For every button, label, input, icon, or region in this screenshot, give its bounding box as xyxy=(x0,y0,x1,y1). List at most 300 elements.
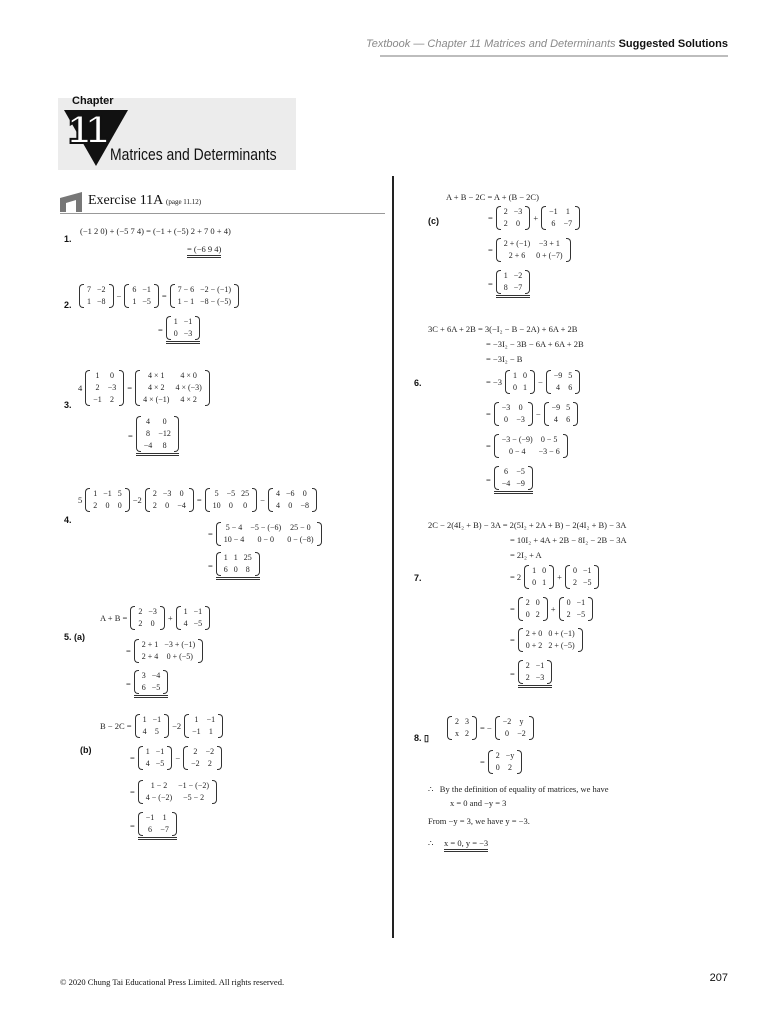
matrix-cell: −4 xyxy=(177,501,186,510)
matrix-cell: −3 + (−1) xyxy=(164,640,196,649)
matrix-cell: 4 × (−3) xyxy=(175,383,202,392)
matrix-cell: 4 xyxy=(145,759,150,768)
matrix-cell: 1 − 2 xyxy=(150,781,168,790)
matrix xyxy=(85,370,124,406)
matrix xyxy=(496,238,571,262)
problem-number: 4. xyxy=(64,515,72,525)
matrix-cell: 2 + 6 xyxy=(508,251,526,260)
matrix-cell: 6 xyxy=(141,683,146,692)
matrix-cell: 0 xyxy=(302,489,307,498)
header-chapter: Chapter 11 xyxy=(427,38,482,50)
matrix xyxy=(216,552,260,580)
matrix-cell: 6 xyxy=(132,285,137,294)
matrix-cell: 1 xyxy=(542,578,547,587)
bracket-right xyxy=(312,488,317,512)
matrix xyxy=(559,597,594,621)
matrix-cell: 1 xyxy=(183,607,188,616)
exercise-icon xyxy=(60,192,82,212)
matrix-cell: −3 xyxy=(513,207,523,216)
matrix-cell: 8 xyxy=(503,283,508,292)
matrix-cell: 0 xyxy=(516,219,521,228)
matrix-cell: 0 xyxy=(495,763,500,772)
bracket-right xyxy=(528,402,533,426)
p5c-line2: = 2 + (−1) −3 + 1 2 + 6 0 + (−7) xyxy=(488,238,572,262)
matrix xyxy=(166,316,201,344)
bracket-right xyxy=(125,488,130,512)
matrix xyxy=(518,660,553,688)
matrix-cell: 0 xyxy=(525,610,530,619)
bracket-right xyxy=(575,206,580,230)
matrix-cell: 4 xyxy=(183,619,188,628)
matrix-cell: 1 − 1 xyxy=(177,297,195,306)
bracket-right xyxy=(174,416,179,452)
matrix-cell: 1 xyxy=(503,271,508,280)
matrix xyxy=(134,670,169,698)
matrix-cell: 10 xyxy=(212,501,221,510)
matrix xyxy=(494,466,533,494)
matrix-cell: 0 xyxy=(117,501,122,510)
p2-result: = 1 −1 0 −3 xyxy=(158,316,201,344)
matrix-cell: 0 xyxy=(165,501,170,510)
p5b-result: = −1 1 6 −7 xyxy=(130,812,178,840)
matrix-cell: 0 xyxy=(532,578,537,587)
bracket-right xyxy=(563,434,568,458)
bracket-right xyxy=(255,552,260,576)
p5a-line1: A + B = 2 −3 2 0 + 1 −1 4 −5 xyxy=(100,606,211,630)
matrix-cell: −3 xyxy=(148,607,157,616)
matrix xyxy=(124,284,159,308)
matrix-cell: −3 xyxy=(535,673,545,682)
matrix-cell: 1 xyxy=(145,747,150,756)
matrix-cell: 5 xyxy=(566,403,571,412)
matrix-cell: 6 xyxy=(566,415,571,424)
matrix-cell: x xyxy=(455,729,459,738)
matrix-cell: 4 × (−1) xyxy=(143,395,170,404)
p6-line1: 3C + 6A + 2B = 3(−I₂ − B − 2A) + 6A + 2B xyxy=(428,324,578,334)
matrix-cell: 0 xyxy=(522,371,527,380)
matrix-cell: −1 xyxy=(582,566,592,575)
matrix-cell: −2 xyxy=(517,729,526,738)
matrix xyxy=(135,714,170,738)
matrix-cell: 0 + (−5) xyxy=(166,652,193,661)
matrix xyxy=(183,746,222,770)
matrix-cell: 2 xyxy=(95,383,100,392)
matrix-cell: 6 xyxy=(223,565,228,574)
matrix-cell: −3 xyxy=(162,489,172,498)
matrix-cell: 2 xyxy=(508,763,513,772)
matrix-cell: 0 − 5 xyxy=(540,435,558,444)
bracket-right xyxy=(578,628,583,652)
bracket-right xyxy=(154,284,159,308)
matrix-cell: −7 xyxy=(160,825,169,834)
problem-number: 3. xyxy=(64,400,72,410)
matrix xyxy=(496,270,531,298)
p8-text2: From −y = 3, we have y = −3. xyxy=(428,816,530,826)
matrix xyxy=(176,606,211,630)
matrix-cell: 1 xyxy=(565,207,570,216)
bracket-right xyxy=(205,606,210,630)
problem-number: 1. xyxy=(64,234,72,244)
matrix-cell: 2 xyxy=(93,501,98,510)
header-dash: — xyxy=(413,38,425,50)
matrix-cell: −8 xyxy=(300,501,309,510)
bracket-right xyxy=(566,238,571,262)
matrix-cell: 8 xyxy=(146,429,151,438)
matrix-cell: 4 xyxy=(275,489,280,498)
p5b-line3: = 1 − 2 −1 − (−2) 4 − (−2) −5 − 2 xyxy=(130,780,218,804)
matrix-cell: 8 xyxy=(162,441,167,450)
matrix-cell: −3 xyxy=(107,383,117,392)
matrix-cell: 1 xyxy=(173,317,178,326)
matrix-cell: 6 xyxy=(551,219,556,228)
matrix-cell: 2 + 4 xyxy=(141,652,159,661)
matrix-cell: 4 × 1 xyxy=(148,371,165,380)
header-textbook: Textbook xyxy=(366,38,411,50)
matrix-cell: 5 xyxy=(154,727,159,736)
matrix xyxy=(138,746,173,770)
p7-line5: = 2 0 0 2 + 0 −1 2 −5 xyxy=(510,597,594,621)
bracket-right xyxy=(198,639,203,663)
matrix xyxy=(518,628,583,652)
matrix-cell: 4 xyxy=(142,727,147,736)
p5b-line2: = 1 −1 4 −5 − 2 −2 −2 2 xyxy=(130,746,223,770)
matrix-cell: 7 − 6 xyxy=(177,285,195,294)
matrix-cell: −9 xyxy=(551,403,561,412)
matrix xyxy=(184,714,223,738)
bracket-right xyxy=(525,270,530,294)
matrix-cell: −1 xyxy=(155,747,165,756)
matrix-cell: −4 xyxy=(143,441,153,450)
matrix-cell: −1 xyxy=(549,207,558,216)
chapter-label: Chapter xyxy=(72,95,114,107)
matrix-cell: −3 − (−9) xyxy=(501,435,533,444)
matrix-cell: 1 xyxy=(132,297,137,306)
bracket-right xyxy=(119,370,124,406)
matrix-cell: −1 xyxy=(152,715,162,724)
matrix-cell: 1 xyxy=(95,371,100,380)
bracket-right xyxy=(594,565,599,589)
matrix-cell: −2 xyxy=(513,271,523,280)
bracket-right xyxy=(588,597,593,621)
matrix-cell: −9 xyxy=(516,479,525,488)
matrix xyxy=(268,488,317,512)
bracket-right xyxy=(547,660,552,684)
matrix xyxy=(518,597,548,621)
bracket-right xyxy=(172,812,177,836)
matrix-cell: 0 xyxy=(288,501,293,510)
matrix-cell: −2 xyxy=(502,717,512,726)
matrix xyxy=(494,434,568,458)
matrix-cell: −5 xyxy=(582,578,592,587)
matrix-cell: −5 xyxy=(151,683,161,692)
p6-line5: = −3 0 0 −3 − −9 5 4 6 xyxy=(486,402,579,426)
matrix-cell: −9 xyxy=(553,371,563,380)
matrix-cell: 1 xyxy=(522,383,527,392)
matrix-cell: −3 − 6 xyxy=(538,447,560,456)
p6-line3: = −3I₂ − B xyxy=(486,354,523,364)
bracket-right xyxy=(218,714,223,738)
matrix-cell: 4 xyxy=(556,383,561,392)
matrix-cell: −5 − (−6) xyxy=(250,523,282,532)
matrix-cell: −3 xyxy=(516,415,525,424)
matrix-cell: 1 xyxy=(142,715,147,724)
bracket-right xyxy=(205,370,210,406)
problem-number: 2. xyxy=(64,300,72,310)
matrix-cell: −4 xyxy=(501,479,511,488)
exercise-title: Exercise 11A (page 11.12) xyxy=(88,193,202,208)
matrix-cell: −2 xyxy=(97,285,106,294)
p4-line2: = 5 − 4 −5 − (−6) 25 − 0 10 − 4 0 − 0 0 − (−8) xyxy=(208,522,323,546)
matrix-cell: 2 xyxy=(525,598,530,607)
p1-result: = (−6 9 4) xyxy=(187,244,221,254)
matrix-cell: 1 xyxy=(208,727,213,736)
exercise-page-ref: (page 11.12) xyxy=(166,198,202,206)
matrix-cell: 0 xyxy=(535,598,540,607)
matrix-cell: 1 xyxy=(512,371,517,380)
matrix xyxy=(136,416,179,456)
matrix-cell: 4 × 0 xyxy=(180,371,197,380)
matrix-cell: −1 xyxy=(93,395,102,404)
matrix-cell: 1 xyxy=(87,297,91,306)
p6-line6: = −3 − (−9) 0 − 5 0 − 4 −3 − 6 xyxy=(486,434,569,458)
matrix xyxy=(79,284,114,308)
matrix-cell: 0 xyxy=(228,501,233,510)
problem-part: (c) xyxy=(428,216,439,226)
matrix-cell: 2 xyxy=(566,610,571,619)
bracket-right xyxy=(530,370,535,394)
bracket-right xyxy=(472,716,477,740)
matrix-cell: 0 xyxy=(512,383,517,392)
matrix-cell: −8 xyxy=(97,297,106,306)
header-topic: Matrices and Determinants xyxy=(484,38,616,50)
copyright: © 2020 Chung Tai Educational Press Limited. All rights reserved. xyxy=(60,977,285,987)
matrix-cell: 2 xyxy=(138,607,143,616)
matrix-cell: 7 xyxy=(87,285,91,294)
matrix-cell: 4 × 2 xyxy=(180,395,197,404)
matrix-cell: 2 xyxy=(110,395,115,404)
bracket-right xyxy=(517,750,522,774)
matrix xyxy=(170,284,239,308)
matrix-cell: −2 xyxy=(191,759,200,768)
p1-line1: (−1 2 0) + (−5 7 4) = (−1 + (−5) 2 + 7 0 + 4) xyxy=(80,226,231,236)
p2-line1: 7 −2 1 −8 − 6 −1 1 −5 = 7 − 6 −2 − (−1) 1 − 1 −8 − (−5) xyxy=(78,284,240,308)
p5a-line2: = 2 + 1 −3 + (−1) 2 + 4 0 + (−5) xyxy=(126,639,204,663)
matrix-cell: −7 xyxy=(563,219,573,228)
bracket-right xyxy=(212,780,217,804)
p8-line1: 2 3 x 2 = − −2 y 0 −2 xyxy=(446,716,535,740)
bracket-right xyxy=(234,284,239,308)
matrix-cell: −7 xyxy=(513,283,523,292)
matrix-cell: 0 xyxy=(243,501,248,510)
matrix xyxy=(205,488,258,512)
p5c-result: = 1 −2 8 −7 xyxy=(488,270,531,298)
matrix-cell: 1 xyxy=(93,489,98,498)
chapter-number: 11 xyxy=(68,108,107,152)
matrix xyxy=(85,488,130,512)
bracket-right xyxy=(549,565,554,589)
matrix-cell: 2 + 1 xyxy=(141,640,159,649)
matrix xyxy=(546,370,581,394)
matrix-cell: 0 + 2 xyxy=(525,641,543,650)
matrix-cell: 2 + (−1) xyxy=(503,239,531,248)
matrix xyxy=(541,206,580,230)
matrix xyxy=(138,780,217,804)
p7-line1: 2C − 2(4I₂ + B) − 3A = 2(5I₂ + 2A + B) − 2(4I₂ + B) − 3A xyxy=(428,520,627,530)
bracket-right xyxy=(317,522,322,546)
matrix-cell: −4 xyxy=(151,671,161,680)
matrix-cell: 0 xyxy=(572,566,577,575)
matrix-cell: 0 xyxy=(566,598,571,607)
header-solutions: Suggested Solutions xyxy=(618,38,728,50)
matrix xyxy=(496,206,531,230)
p4-line1: 5 1 −1 5 2 0 0 −2 2 −3 0 2 0 −4 = 5 −5 25 10 0 0 − 4 −6 0 4 0 −8 xyxy=(78,488,318,512)
bracket-right xyxy=(217,746,222,770)
matrix-cell: 4 − (−2) xyxy=(145,793,173,802)
matrix-cell: 2 xyxy=(495,751,500,760)
matrix-cell: −5 − 2 xyxy=(183,793,205,802)
matrix-cell: 4 × 2 xyxy=(148,383,165,392)
matrix xyxy=(216,522,322,546)
p7-line6: = 2 + 0 0 + (−1) 0 + 2 2 + (−5) xyxy=(510,628,584,652)
problem-number: 5. (a) xyxy=(64,632,86,642)
matrix-cell: −5 xyxy=(155,759,165,768)
matrix-cell: 6 xyxy=(568,383,573,392)
matrix xyxy=(447,716,477,740)
page-number: 207 xyxy=(709,972,728,984)
matrix-cell: 5 − 4 xyxy=(225,523,243,532)
p3-line1: 4 1 0 2 −3 −1 2 = 4 × 1 4 × 0 4 × 2 4 × (−3) 4 × (−1) 4 × 2 xyxy=(78,370,211,406)
matrix-cell: 25 − 0 xyxy=(290,523,311,532)
matrix-cell: 0 + (−7) xyxy=(536,251,563,260)
matrix-cell: 2 xyxy=(207,759,212,768)
bracket-right xyxy=(189,488,194,512)
p5b-line1: B − 2C = 1 −1 4 5 −2 1 −1 −1 1 xyxy=(100,714,224,738)
bracket-right xyxy=(163,670,168,694)
matrix-cell: 4 xyxy=(146,417,151,426)
matrix-cell: 0 − 4 xyxy=(508,447,526,456)
matrix-cell: −1 xyxy=(145,813,155,822)
matrix-cell: 0 xyxy=(162,417,167,426)
matrix-cell: −5 xyxy=(576,610,586,619)
matrix-cell: −1 xyxy=(192,727,201,736)
bracket-right xyxy=(528,466,533,490)
matrix-cell: 5 xyxy=(117,489,122,498)
matrix-cell: 25 xyxy=(241,489,250,498)
matrix xyxy=(544,402,579,426)
exercise-rule xyxy=(60,213,385,214)
matrix-cell: 0 xyxy=(173,329,178,338)
bracket-right xyxy=(167,746,172,770)
bracket-right xyxy=(575,370,580,394)
matrix-cell: 3 xyxy=(141,671,146,680)
matrix-cell: 0 xyxy=(504,729,509,738)
matrix-cell: −3 xyxy=(183,329,193,338)
problem-number: 7. xyxy=(414,573,422,583)
matrix-cell: 8 xyxy=(245,565,250,574)
matrix xyxy=(134,639,203,663)
matrix-cell: 1 xyxy=(233,553,238,562)
matrix-cell: 0 xyxy=(518,403,523,412)
matrix-cell: −12 xyxy=(158,429,171,438)
matrix-cell: 0 xyxy=(542,566,547,575)
matrix-cell: −1 xyxy=(206,715,216,724)
matrix-cell: −5 xyxy=(226,489,236,498)
matrix-cell: 2 xyxy=(525,673,530,682)
matrix-cell: 6 xyxy=(504,467,509,476)
matrix-cell: −8 − (−5) xyxy=(200,297,232,306)
p6-result: = 6 −5 −4 −9 xyxy=(486,466,534,494)
p5a-result: = 3 −4 6 −5 xyxy=(126,670,169,698)
bracket-right xyxy=(252,488,257,512)
matrix-cell: −3 xyxy=(501,403,511,412)
problem-number: 8. ▯ xyxy=(414,733,429,743)
matrix-cell: 4 xyxy=(553,415,558,424)
matrix-cell: 0 − (−8) xyxy=(287,535,314,544)
matrix-cell: 1 xyxy=(223,553,228,562)
matrix xyxy=(145,488,194,512)
matrix-cell: 3 xyxy=(465,717,469,726)
matrix-cell: 0 xyxy=(110,371,115,380)
matrix-cell: 6 xyxy=(148,825,153,834)
matrix-cell: 1 xyxy=(194,715,199,724)
matrix-cell: 2 + 0 xyxy=(525,629,543,638)
matrix-cell: 1 xyxy=(532,566,537,575)
matrix-cell: 5 xyxy=(214,489,219,498)
matrix-cell: 25 xyxy=(243,553,252,562)
p6-line2: = −3I₂ − 3B − 6A + 6A + 2B xyxy=(486,339,584,349)
matrix-cell: −5 xyxy=(142,297,151,306)
bracket-right xyxy=(543,597,548,621)
matrix-cell: −1 − (−2) xyxy=(178,781,210,790)
matrix-cell: −5 xyxy=(193,619,203,628)
matrix-cell: 0 xyxy=(150,619,155,628)
matrix-cell: −3 + 1 xyxy=(538,239,560,248)
matrix xyxy=(505,370,535,394)
p8-line2: = 2 −y 0 2 xyxy=(480,750,523,774)
matrix-cell: −1 xyxy=(535,661,545,670)
chapter-title: Matrices and Determinants xyxy=(110,145,277,164)
matrix xyxy=(565,565,600,589)
bracket-right xyxy=(160,606,165,630)
matrix-cell: 2 xyxy=(465,729,469,738)
page-header xyxy=(366,38,728,50)
matrix-cell: 0 xyxy=(179,489,184,498)
p7-line4: = 2 1 0 0 1 + 0 −1 2 −5 xyxy=(510,565,600,589)
column-divider xyxy=(392,176,394,938)
matrix-cell: −1 xyxy=(576,598,586,607)
problem-number: 6. xyxy=(414,378,422,388)
p3-result: = 4 0 8 −12 −4 8 xyxy=(128,416,180,456)
bracket-right xyxy=(195,316,200,340)
bracket-right xyxy=(109,284,114,308)
matrix-cell: 2 xyxy=(503,219,508,228)
bracket-right xyxy=(164,714,169,738)
matrix-cell: 2 xyxy=(525,661,530,670)
matrix-cell: 2 xyxy=(152,489,157,498)
header-rule xyxy=(380,55,728,57)
p6-line4: = −3 1 0 0 1 − −9 5 4 6 xyxy=(486,370,581,394)
matrix xyxy=(135,370,210,406)
matrix xyxy=(494,402,533,426)
matrix-cell: −6 xyxy=(285,489,295,498)
matrix-cell: 2 xyxy=(152,501,157,510)
matrix-cell: −1 xyxy=(193,607,203,616)
matrix-cell: 2 xyxy=(193,747,198,756)
matrix-cell: −1 xyxy=(183,317,193,326)
p5c-line0: A + B − 2C = A + (B − 2C) xyxy=(446,192,539,202)
p8-final: ∴ x = 0, y = −3 xyxy=(428,838,488,849)
p8-equations: x = 0 and −y = 3 xyxy=(450,798,507,808)
